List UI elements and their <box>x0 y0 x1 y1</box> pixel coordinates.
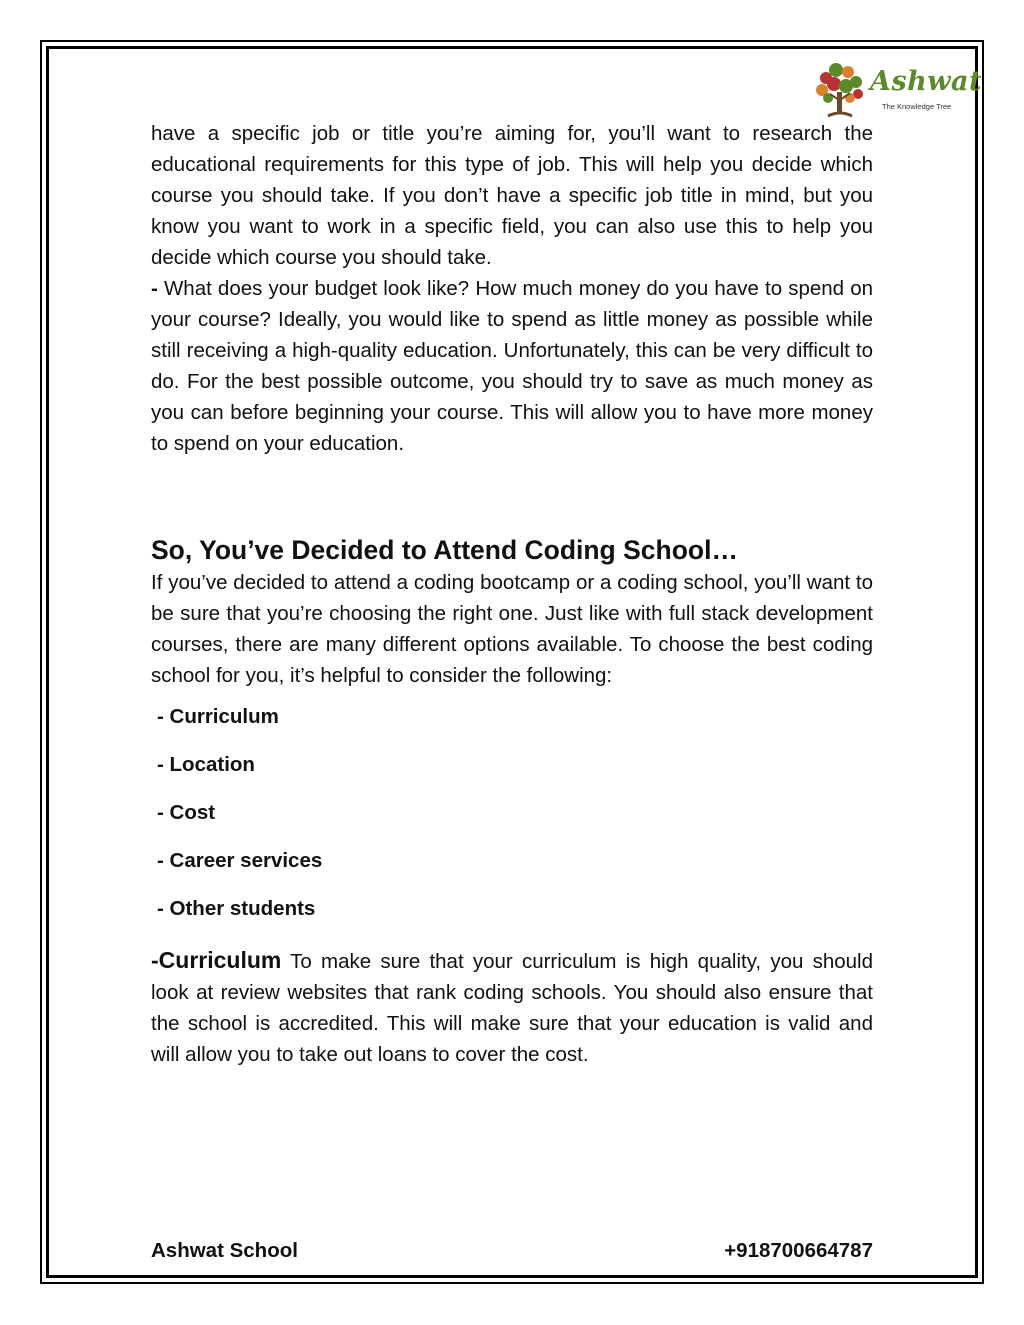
footer-school-name: Ashwat School <box>151 1239 298 1262</box>
footer-phone: +918700664787 <box>724 1239 873 1262</box>
paragraph-budget <box>151 273 873 459</box>
consideration-list <box>151 705 873 921</box>
paragraph-coding-school: If you’ve decided to attend a coding bootcamp or a coding school, you’ll want to be sure that you’re choosing the right one. Just like with full stack development courses, there are many different options available. To choose the best coding school for you, it’s helpful to consider the following: <box>151 571 873 687</box>
tree-icon <box>812 60 868 122</box>
list-item: - Curriculum <box>157 705 279 728</box>
paragraph-curriculum <box>151 945 873 1070</box>
page-content <box>151 118 873 1070</box>
list-item: - Cost <box>157 801 216 824</box>
curriculum-heading: -Curriculum <box>151 947 282 973</box>
paragraph-job-title: have a specific job or title you’re aiming for, you’ll want to research the educational requirements for this type of job. This will help you decide which course you should take. If you don’t have a specific job title in mind, but you know you want to work in a specific field, you can also use this to help you decide which course you should take. <box>151 122 873 269</box>
section-heading: So, You’ve Decided to Attend Coding School… <box>151 535 738 565</box>
list-item: - Location <box>157 753 255 776</box>
curriculum-text: To make sure that your curriculum is high quality, you should look at review websites that rank coding schools. You should also ensure that the school is accredited. This will make sure that your education is valid and will allow you to take out loans to cover the cost. <box>151 950 873 1066</box>
logo-wordmark: Ashwat <box>870 66 982 97</box>
list-item: - Other students <box>157 897 316 920</box>
ashwat-logo <box>812 60 982 122</box>
list-item: - Career services <box>157 849 323 872</box>
budget-text: What does your budget look like? How much money do you have to spend on your course? Ideally, you would like to spend as little money as possible while still receiving a high-quality education. Unfortunately, this can be very difficult to do. For the best possible outcome, you should try to save as much money as you can before beginning your course. This will allow you to have more money to spend on your education. <box>151 277 873 455</box>
budget-dash: - <box>151 277 158 300</box>
logo-tagline: The Knowledge Tree <box>882 102 952 111</box>
